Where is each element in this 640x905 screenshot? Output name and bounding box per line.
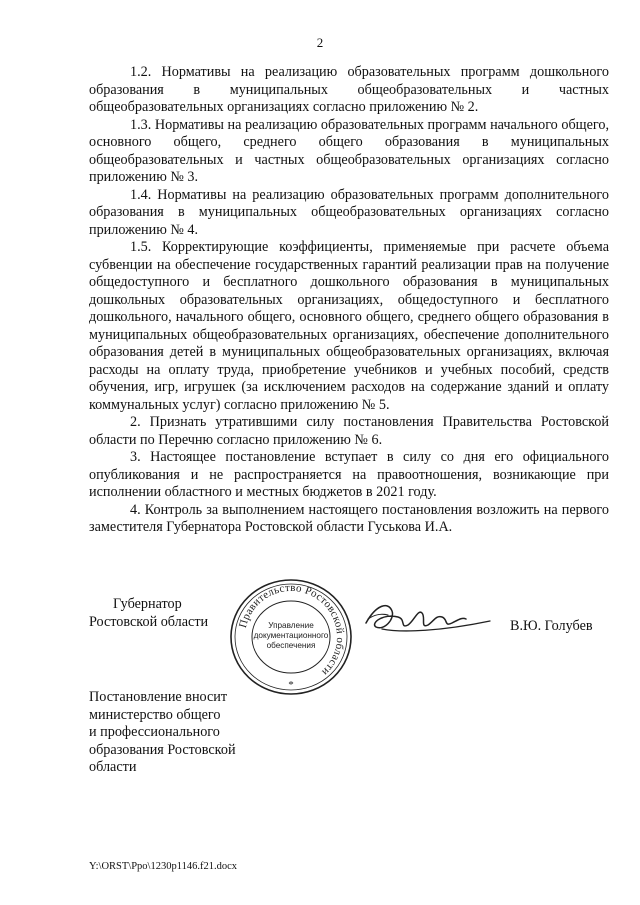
official-seal [225,575,357,699]
seal-center-line2: документационного [253,631,329,640]
paragraph-1-4: 1.4. Нормативы на реализацию образовательных программ дополнительного образования в муниципальных общеобразовательных организациях согласно приложению № 4. [89,186,609,238]
introduced-by-note [89,689,269,777]
seal-ring-text: Правительство Ростовской области [236,581,347,679]
paragraph-3: 3. Настоящее постановление вступает в силу со дня его официального опубликования и не распространяется на правоотношения, возникающие при исполнении областного и местных бюджетов в 2021 году. [89,449,609,500]
paragraph-1-2: 1.2. Нормативы на реализацию образовательных программ дошкольного образования в муниципальных общеобразовательных и частных общеобразовательных организациях согласно приложению № 2. [89,64,609,115]
document-body [89,64,609,537]
file-path-footer: Y:\ORST\Ppo\1230p1146.f21.docx [89,861,237,872]
introduced-by-line: Постановление вносит [89,689,228,705]
introduced-by-line: министерство общего [89,706,221,723]
signer-title-line2: Ростовской области [89,613,209,630]
introduced-by-line: образования Ростовской [89,741,236,758]
paragraph-2: 2. Признать утратившими силу постановления Правительства Ростовской области по Перечню согласно приложению № 6. [89,414,609,448]
paragraph-1-3: 1.3. Нормативы на реализацию образовательных программ начального общего, основного общего, среднего общего образования в муниципальных общеобразовательных и частных общеобразовательных организациях согласно приложению № 3. [89,116,609,185]
signature-block [0,575,640,695]
signer-title [89,596,239,631]
introduced-by-line: области [89,759,137,775]
seal-center-line3: обеспечения [266,641,316,650]
seal-star: * [288,679,294,691]
introduced-by-line: и профессионального [89,724,220,740]
signer-name: В.Ю. Голубев [510,618,593,634]
paragraph-4: 4. Контроль за выполнением настоящего постановления возложить на первого заместителя Губернатора Ростовской области Гуськова И.А. [89,501,609,535]
signer-title-line1: Губернатор [113,596,182,612]
page-number: 2 [316,35,324,50]
paragraph-1-5: 1.5. Корректирующие коэффициенты, применяемые при расчете объема субвенции на обеспечение государственных гарантий реализации прав на получение общедоступного и бесплатного дошкольного образования в муниципальных дошкольных образовательных организациях, общедоступного и бесплатного дошкольного, начального общего, основного общего, среднего общего образования в муниципальных общеобразовательных организациях, обеспечение дополнительного образования детей в муниципальных общеобразовательных организациях, включая расходы на оплату труда, приобретение учебников и учебных пособий, средств обучения, игр, игрушек (за исключением расходов на содержание зданий и оплату коммунальных услуг) согласно приложению № 5. [89,239,609,413]
seal-center-line1: Управление [268,621,314,630]
handwritten-signature [362,599,497,637]
